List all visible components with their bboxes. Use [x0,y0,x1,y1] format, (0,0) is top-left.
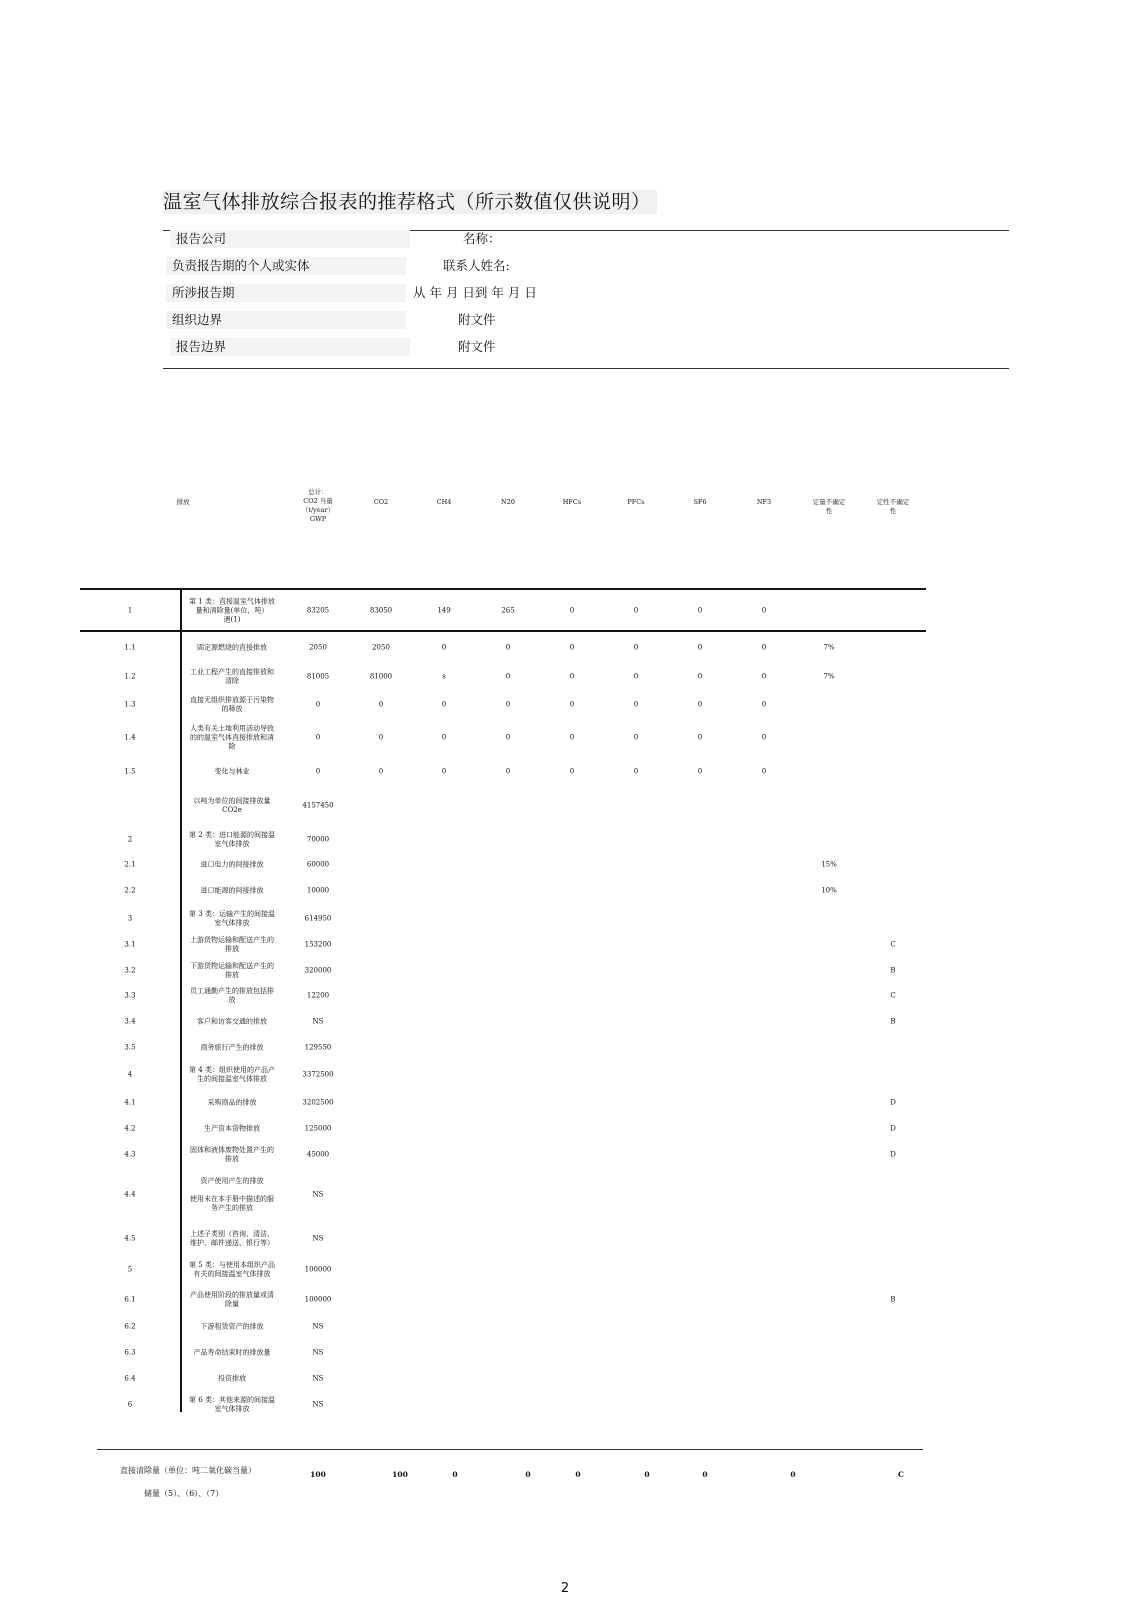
cell-sf6: 0 [697,672,703,681]
cell-ch4: 0 [441,700,447,709]
cell-nf3: 0 [761,700,767,709]
row-description: 资产使用产生的排放 使用未在本手册中描述的服务产生的排放 [190,1177,274,1212]
cell-ch4: 0 [441,643,447,652]
row-description: 投资排放 [218,1374,246,1383]
info-value: 名称： [463,231,501,246]
info-label: 报告公司 [170,230,410,248]
removals-value: 0 [575,1470,581,1479]
cell-qual: C [890,940,896,949]
row-description: 上游货物运输和配送产生的排放 [190,936,274,953]
row-id: 6.3 [124,1348,136,1357]
row-description: 上述子类别（咨询、清洁、维护、邮件递送、银行等） [190,1230,274,1247]
page-number: 2 [560,1581,570,1596]
cell-n2o: 0 [505,672,511,681]
cell-total: 129550 [304,1043,332,1052]
cell-co2: 81000 [369,672,393,681]
cell-sf6: 0 [697,643,703,652]
page-title: 温室气体排放综合报表的推荐格式（所示数值仅供说明） [163,190,657,214]
cell-total: 10000 [306,886,330,895]
cell-total: NS [312,1234,324,1243]
row-id: 3.1 [124,940,136,949]
cell-total: 81005 [306,672,330,681]
info-value: 附文件 [458,339,496,354]
removals-value: C [898,1470,904,1479]
cell-co2: 83050 [369,606,393,615]
cell-qual: B [890,1295,896,1304]
row-id: 1.5 [124,767,136,776]
cell-hfcs: 0 [569,700,575,709]
row-id: 3 [127,914,133,923]
row-description: 人类有关土地利用活动导致的的温室气体直接排放和清除 [190,724,274,751]
column-header: HFCs [562,498,582,506]
column-header: 定性不确定 性 [876,498,910,515]
cell-nf3: 0 [761,606,767,615]
header-bottom-rule [163,368,1009,369]
row-description: 下游货物运输和配送产生的排放 [190,962,274,979]
cell-total: 320000 [304,966,332,975]
cell-total: NS [312,1017,324,1026]
cell-ch4: 0 [441,767,447,776]
cell-n2o: 0 [505,767,511,776]
cell-n2o: 0 [505,733,511,742]
cell-pfcs: 0 [633,767,639,776]
info-value: 联系人姓名: [443,258,510,273]
column-header: N20 [501,498,515,506]
cell-total: 70000 [306,835,330,844]
column-header: PFCs [627,498,645,506]
removals-value: 0 [452,1470,458,1479]
cell-total: NS [312,1374,324,1383]
cell-sf6: 0 [697,767,703,776]
cell-hfcs: 0 [569,606,575,615]
row-description: 产品使用阶段的排放量或清除量 [190,1291,274,1308]
row-id: 4.1 [124,1098,136,1107]
cell-total: 3372500 [302,1070,334,1079]
cell-nf3: 0 [761,767,767,776]
row-description: 生产资本货物排放 [204,1124,260,1133]
cell-pfcs: 0 [633,643,639,652]
cell-total: 2050 [309,643,327,652]
row-description: 进口能源的间接排放 [200,886,264,895]
cell-hfcs: 0 [569,672,575,681]
cell-total: 4157450 [302,801,334,810]
cell-total: NS [312,1400,324,1409]
row-description: 直接无组织排放源于污染物的释放 [190,696,274,713]
cell-pfcs: 0 [633,672,639,681]
row-id: 5 [127,1265,133,1274]
cell-total: NS [312,1348,324,1357]
row-description: 变化与林业 [214,767,250,776]
row-id: 4.5 [124,1234,136,1243]
row-id: 2 [127,835,133,844]
cell-qual: C [890,991,896,1000]
row-id: 2.1 [124,860,136,869]
cell-sf6: 0 [697,700,703,709]
info-value: 从 年 月 日到 年 月 日 [413,285,537,300]
cell-co2: 2050 [372,643,390,652]
row-description: 商务旅行产生的排放 [200,1043,264,1052]
row-description: 以吨为单位的间接排放量 CO2e [193,797,271,814]
cell-ch4: 149 [437,606,451,615]
row-id: 6.1 [124,1295,136,1304]
cell-pfcs: 0 [633,733,639,742]
column-header: 定量不确定 性 [812,498,846,515]
info-label: 负责报告期的个人或实体 [166,257,406,275]
row-description: 员工通勤产生的排放包括排放 [190,987,274,1004]
cell-total: 614950 [304,914,332,923]
table-category1-rule [80,630,926,632]
column-header: NF3 [756,498,772,506]
cell-n2o: 0 [505,700,511,709]
row-id: 3.5 [124,1043,136,1052]
info-label: 报告边界 [170,338,410,356]
cell-sf6: 0 [697,733,703,742]
cell-nf3: 0 [761,643,767,652]
row-description: 第 2 类：进口能源的间接温室气体排放 [189,831,275,848]
cell-total: 12200 [306,991,330,1000]
cell-qual: D [890,1124,896,1133]
removals-value: 0 [790,1470,796,1479]
row-description: 进口电力的间接排放 [200,860,264,869]
cell-total: 60000 [306,860,330,869]
cell-pfcs: 0 [633,700,639,709]
cell-total: 100000 [304,1295,332,1304]
row-id: 4.4 [124,1190,136,1199]
row-description: 采购商品的排放 [207,1098,257,1107]
info-label: 组织边界 [166,311,406,329]
cell-total: 0 [315,733,321,742]
cell-total: 125000 [304,1124,332,1133]
cell-qual: B [890,966,896,975]
cell-total: NS [312,1190,324,1199]
row-id: 4.2 [124,1124,136,1133]
row-id: 3.2 [124,966,136,975]
row-description: 第 3 类：运输产生的间接温室气体排放 [189,910,275,927]
cell-hfcs: 0 [569,643,575,652]
row-description: 工业工程产生的直接排放和清除 [190,668,274,685]
cell-n2o: 0 [505,643,511,652]
removals-value: 100 [392,1470,408,1479]
row-id: 1.4 [124,733,136,742]
cell-total: 3202500 [302,1098,334,1107]
info-value: 附文件 [458,312,496,327]
row-description: 产品寿命结束时的排放量 [193,1348,271,1357]
cell-quant: 15% [821,860,837,869]
row-description: 第 1 类：直接温室气体排放量和清除量(单位，吨） 遇(1) [189,597,275,624]
cell-co2: 0 [378,700,384,709]
cell-quant: 10% [821,886,837,895]
cell-sf6: 0 [697,606,703,615]
table-top-rule [80,588,926,590]
row-id: 6.4 [124,1374,136,1383]
row-id: 4.3 [124,1150,136,1159]
removals-value: 0 [525,1470,531,1479]
row-description: 固体和液体废物处置产生的排放 [190,1146,274,1163]
cell-total: 0 [315,700,321,709]
removals-value: 0 [702,1470,708,1479]
info-label: 所涉报告期 [166,284,406,302]
cell-total: 83205 [306,606,330,615]
footer-rule [97,1449,923,1450]
cell-hfcs: 0 [569,767,575,776]
removals-value: 100 [310,1470,326,1479]
row-description: 第 5 类：与使用本组织产品有关的间接温室气体排放 [189,1261,275,1278]
cell-total: 153200 [304,940,332,949]
row-description: 客户和访客交通的排放 [197,1017,267,1026]
cell-quant: 7% [823,672,835,681]
column-header: SF6 [693,498,707,506]
row-id: 1.2 [124,672,136,681]
row-description: 第 6 类：其他来源的间接温室气体排放 [189,1396,275,1413]
column-header: 排放 [176,498,190,506]
row-id: 1.1 [124,643,136,652]
cell-total: 100000 [304,1265,332,1274]
cell-ch4: 0 [441,733,447,742]
row-id: 6 [127,1400,133,1409]
removals-value: 0 [644,1470,650,1479]
cell-qual: D [890,1098,896,1107]
removals-label: 直接清除量（单位：吨二氧化碳当量） [120,1466,256,1475]
cell-n2o: 265 [501,606,515,615]
row-description: 下游租赁资产的排放 [200,1322,264,1331]
storage-label: 储量（5）、（6）、（7） [144,1489,224,1498]
column-header: CH4 [436,498,452,506]
row-id: 1.3 [124,700,136,709]
cell-hfcs: 0 [569,733,575,742]
cell-nf3: 0 [761,733,767,742]
cell-qual: D [890,1150,896,1159]
cell-qual: B [890,1017,896,1026]
cell-total: 45000 [306,1150,330,1159]
row-id: 3.3 [124,991,136,1000]
row-id: 6.2 [124,1322,136,1331]
row-description: 固定源燃烧的直接排放 [197,643,267,652]
cell-ch4: s [442,672,446,681]
cell-total: NS [312,1322,324,1331]
cell-co2: 0 [378,767,384,776]
cell-pfcs: 0 [633,606,639,615]
row-id: 3.4 [124,1017,136,1026]
row-id: 1 [127,606,133,615]
column-header: CO2 [373,498,389,506]
cell-total: 0 [315,767,321,776]
cell-quant: 7% [823,643,835,652]
cell-nf3: 0 [761,672,767,681]
table-divider [180,588,182,1412]
column-header: 总计： CO2 当量 （t/year） GWP [301,488,335,523]
cell-co2: 0 [378,733,384,742]
row-description: 第 4 类：组织使用的产品产生的间接温室气体排放 [189,1066,275,1083]
row-id: 4 [127,1070,133,1079]
row-id: 2.2 [124,886,136,895]
